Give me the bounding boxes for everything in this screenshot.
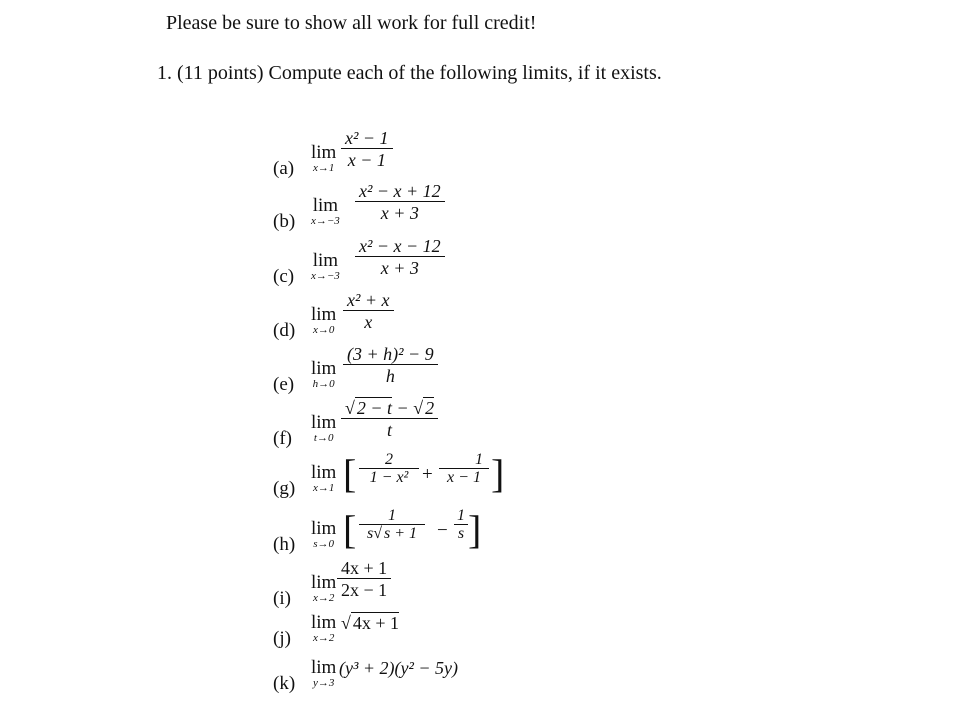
limit-operator	[311, 414, 336, 444]
radicand: 4x + 1	[352, 613, 400, 633]
problem-e	[273, 344, 493, 396]
fraction	[454, 508, 468, 543]
radicand: 2 − t	[356, 398, 393, 418]
fraction	[359, 452, 419, 487]
lim-word: lim	[311, 518, 337, 539]
problem-label: (c)	[273, 266, 295, 287]
limit-subscript: x→1	[312, 482, 335, 494]
problem-label: (a)	[273, 158, 295, 179]
denominator	[359, 524, 425, 543]
numerator: x² − 1	[345, 128, 389, 148]
limit-operator	[311, 306, 336, 336]
limit-operator	[311, 520, 336, 550]
problem-f	[273, 398, 493, 450]
problem-g	[273, 450, 533, 500]
limit-subscript: t→0	[313, 432, 334, 444]
lim-word: lim	[311, 612, 337, 633]
numerator	[341, 398, 438, 418]
limit-operator	[311, 659, 336, 689]
limit-operator	[311, 144, 336, 174]
limit-subscript: y→3	[312, 677, 335, 689]
question-heading: 1. (11 points) Compute each of the following limits, if it exists.	[157, 62, 662, 84]
limit-operator	[311, 252, 340, 282]
fraction	[355, 236, 445, 279]
problem-c	[273, 236, 473, 288]
denominator: x	[343, 310, 394, 333]
limit-subscript: x→−3	[311, 215, 340, 227]
problem-label: (h)	[273, 534, 296, 555]
fraction	[341, 128, 393, 171]
numerator: 1	[388, 507, 396, 524]
limit-subscript: x→−3	[311, 270, 340, 282]
fraction	[343, 344, 438, 387]
problem-label: (i)	[273, 588, 291, 609]
fraction	[355, 181, 445, 224]
limit-subscript: x→2	[312, 592, 335, 604]
denominator: s	[454, 524, 468, 543]
problem-h	[273, 504, 533, 556]
numerator: x² − x − 12	[359, 236, 441, 256]
lim-word: lim	[312, 250, 339, 271]
fraction	[359, 508, 425, 543]
fraction	[341, 398, 438, 441]
problem-a	[273, 128, 473, 180]
lim-word: lim	[311, 462, 337, 483]
lim-word: lim	[312, 195, 339, 216]
limit-operator	[311, 464, 336, 494]
numerator: 1	[457, 507, 465, 524]
denominator: x − 1	[439, 468, 489, 487]
instructions-text: Please be sure to show all work for full credit!	[166, 12, 537, 34]
minus-sqrt: − √	[392, 398, 424, 418]
numerator: x² − x + 12	[359, 181, 441, 201]
numerator: x² + x	[347, 290, 390, 310]
fraction	[343, 290, 394, 333]
problem-label: (k)	[273, 673, 296, 694]
denominator: 1 − x²	[359, 468, 419, 487]
problem-j	[273, 610, 473, 650]
expression: (y³ + 2)(y² − 5y)	[339, 658, 459, 678]
denominator: 2x − 1	[337, 578, 391, 601]
denominator: x − 1	[341, 148, 393, 171]
problem-label: (e)	[273, 374, 295, 395]
limit-operator	[311, 574, 336, 604]
lim-word: lim	[311, 657, 337, 678]
numerator: 2	[385, 451, 393, 468]
left-bracket: [	[343, 451, 357, 496]
denominator: t	[341, 418, 438, 441]
limit-operator	[311, 614, 336, 644]
problem-label: (b)	[273, 211, 296, 232]
lim-word: lim	[311, 142, 337, 163]
radicand: 2	[425, 398, 435, 418]
problem-i	[273, 558, 473, 610]
operator: −	[437, 520, 448, 541]
limit-operator	[311, 360, 336, 390]
lim-word: lim	[311, 572, 337, 593]
problem-d	[273, 290, 473, 342]
denominator: x + 3	[355, 256, 445, 279]
limit-subscript: x→1	[312, 162, 335, 174]
problem-label: (d)	[273, 320, 296, 341]
limit-subscript: s→0	[313, 538, 335, 550]
problem-k	[273, 655, 533, 695]
numerator: 4x + 1	[341, 558, 388, 578]
limit-subscript: x→0	[312, 324, 335, 336]
operator: +	[422, 464, 433, 485]
lim-word: lim	[311, 358, 337, 379]
limit-subscript: x→2	[312, 632, 335, 644]
problem-b	[273, 181, 473, 233]
right-bracket: ]	[491, 451, 505, 496]
right-bracket: ]	[468, 507, 482, 552]
limit-subscript: h→0	[312, 378, 335, 390]
left-bracket: [	[343, 507, 357, 552]
numerator: (3 + h)² − 9	[347, 344, 434, 364]
fraction	[337, 558, 391, 601]
problem-label: (f)	[273, 428, 292, 449]
denominator: x + 3	[355, 201, 445, 224]
s-sqrt: s√	[366, 525, 382, 542]
fraction	[439, 452, 489, 487]
problem-label: (j)	[273, 628, 291, 649]
limit-operator	[311, 197, 340, 227]
lim-word: lim	[311, 412, 337, 433]
problem-label: (g)	[273, 478, 296, 499]
radicand: s + 1	[383, 525, 418, 542]
sqrt-sign: √	[345, 398, 355, 418]
denominator: h	[343, 364, 438, 387]
sqrt-sign: √	[341, 613, 351, 633]
expression	[341, 613, 399, 634]
numerator: 1	[475, 451, 483, 468]
lim-word: lim	[311, 304, 337, 325]
